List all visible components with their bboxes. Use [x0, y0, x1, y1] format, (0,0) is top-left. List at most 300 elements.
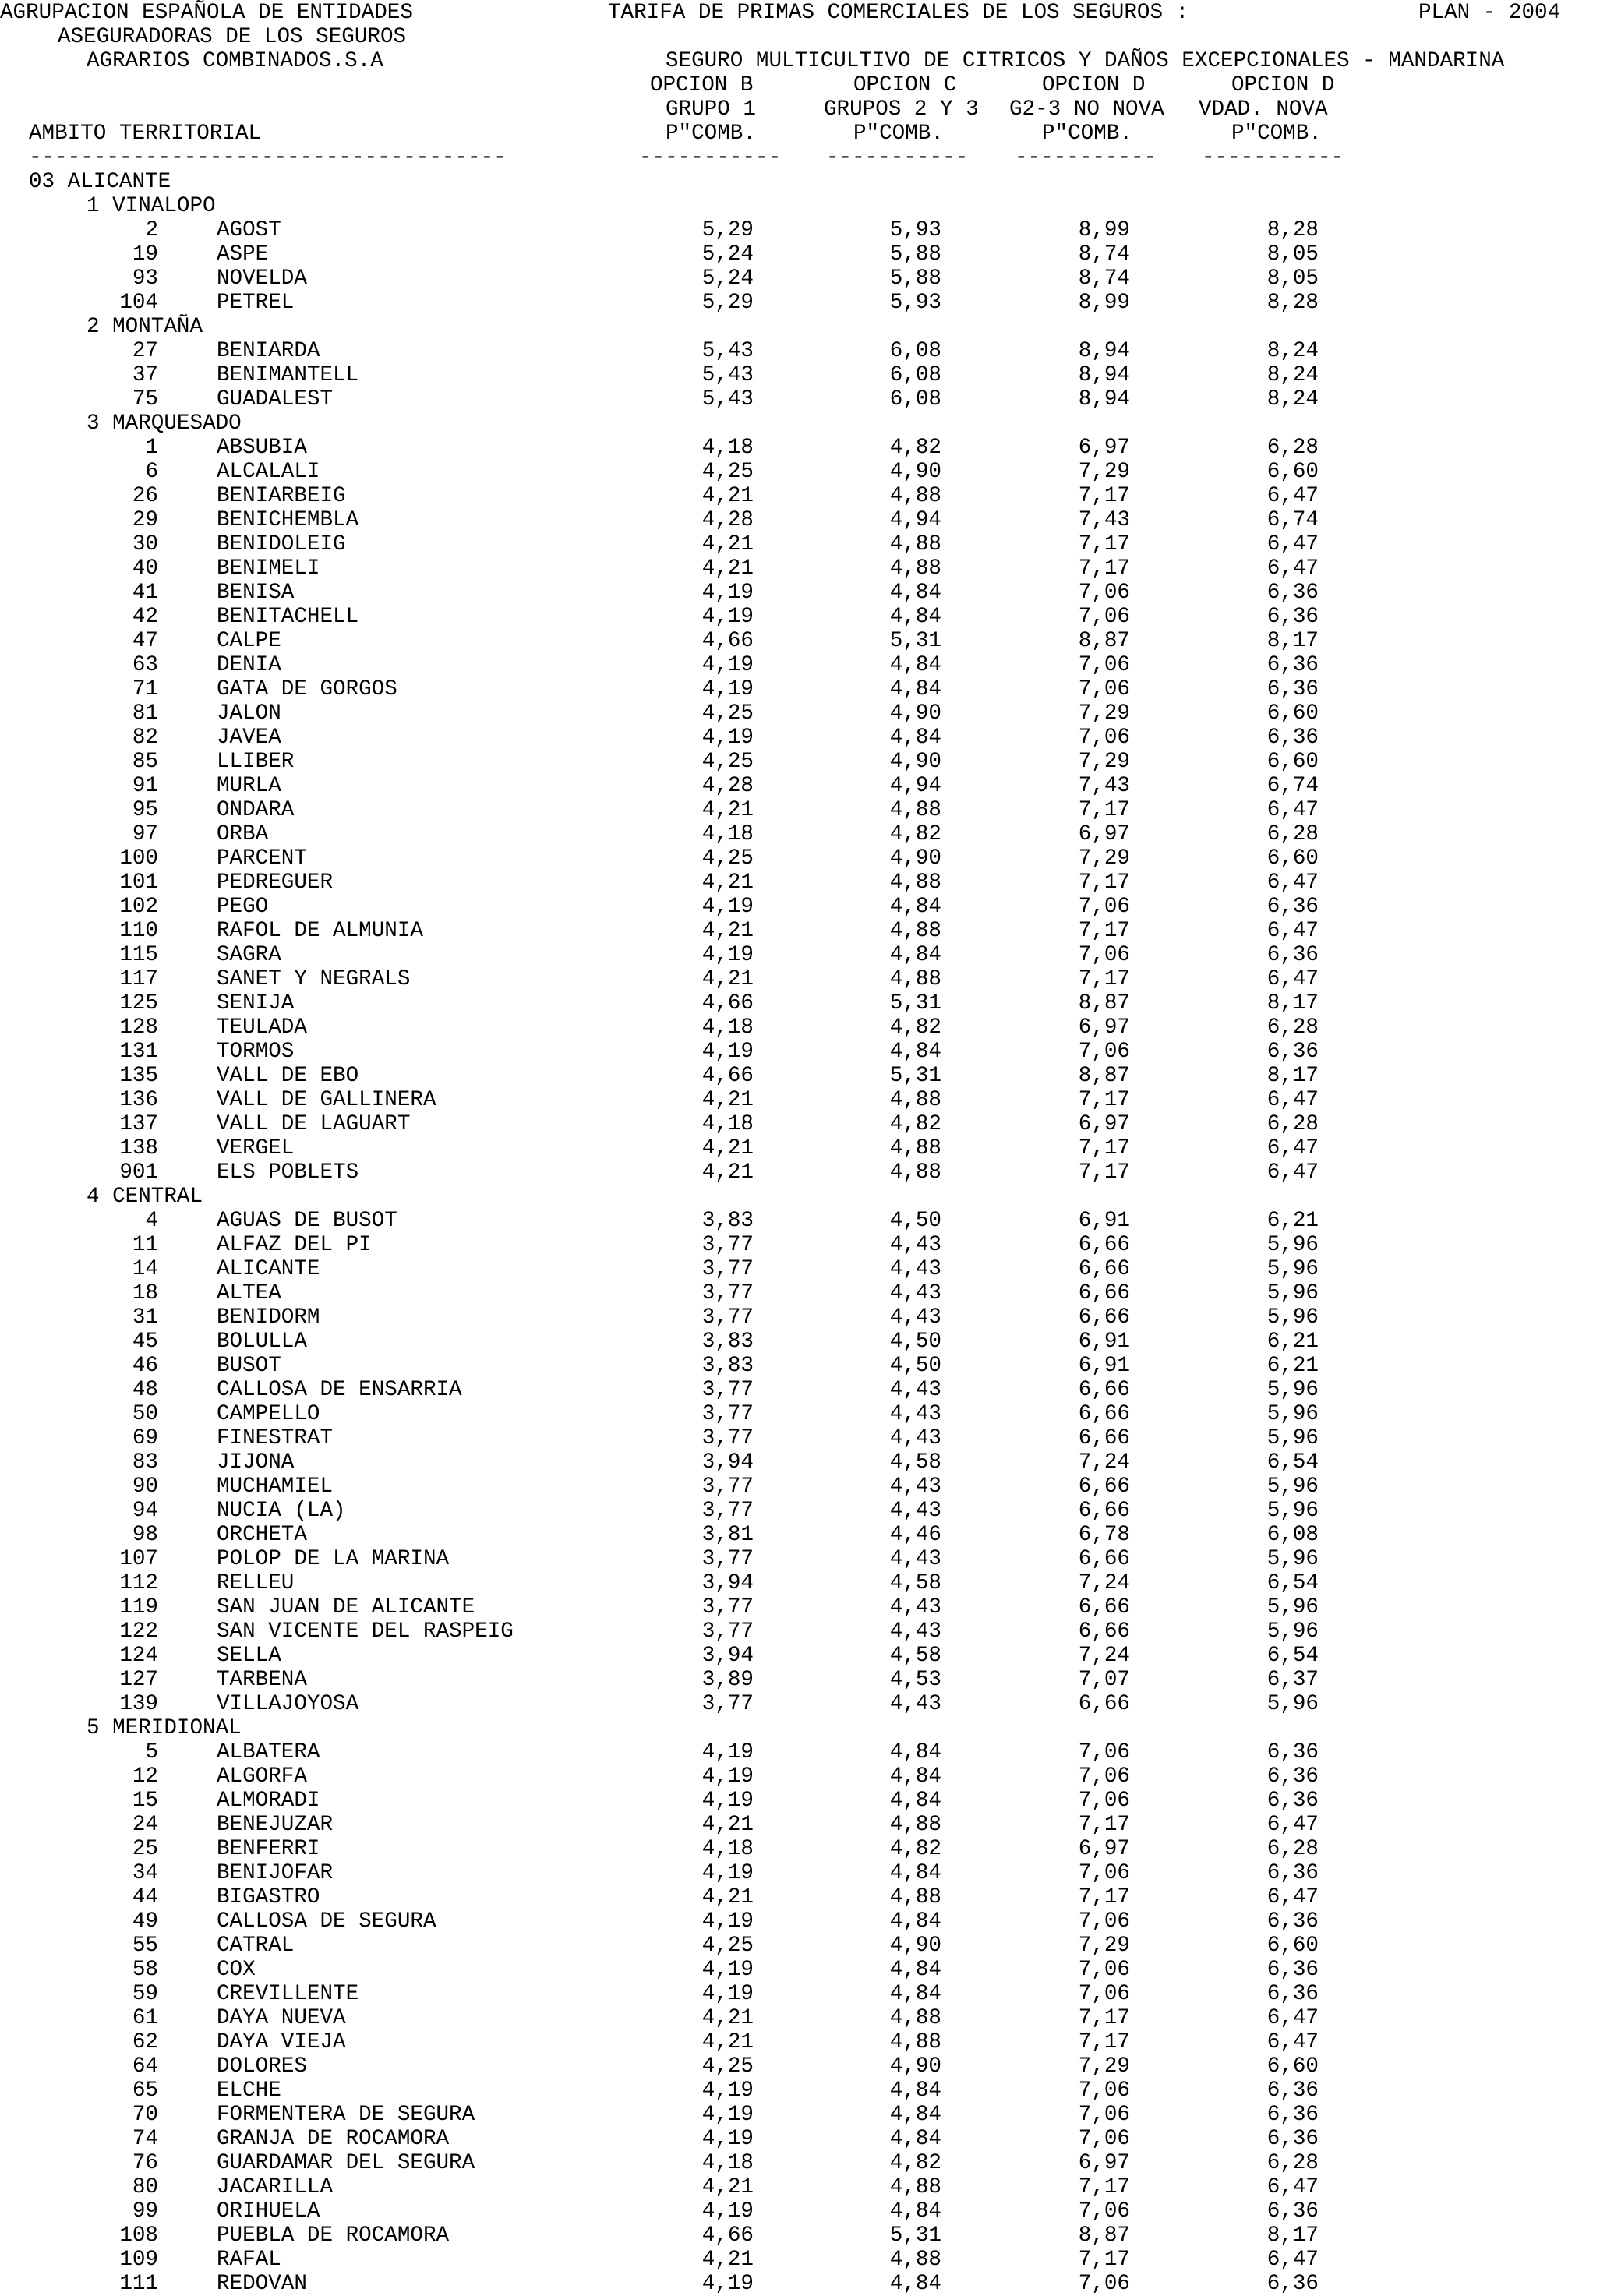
- premium-option-d-nova: 6,36: [1266, 653, 1319, 677]
- plan-label: PLAN - 2004: [1418, 1, 1561, 25]
- municipality-name: RAFOL DE ALMUNIA: [217, 919, 423, 943]
- premium-option-d-no-nova: 7,29: [1078, 1934, 1130, 1958]
- premium-option-b: 3,77: [701, 1499, 754, 1523]
- premium-option-d-nova: 6,36: [1266, 1909, 1319, 1934]
- municipality-code: 119: [119, 1595, 158, 1620]
- premium-option-d-no-nova: 7,29: [1078, 750, 1130, 774]
- table-row: [0, 2199, 1607, 2224]
- table-row: [0, 1668, 1607, 1692]
- premium-option-d-nova: 6,47: [1266, 532, 1319, 556]
- premium-option-d-no-nova: 7,17: [1078, 556, 1130, 581]
- table-row: [0, 2151, 1607, 2175]
- premium-option-c: 4,82: [889, 436, 941, 460]
- premium-option-d-nova: 6,36: [1266, 2199, 1319, 2224]
- premium-option-d-no-nova: 7,06: [1078, 2127, 1130, 2151]
- premium-option-c: 4,88: [889, 1088, 941, 1112]
- table-row: [0, 2127, 1607, 2151]
- municipality-code: 6: [145, 460, 158, 484]
- municipality-code: 74: [132, 2127, 158, 2151]
- premium-option-b: 3,77: [701, 1595, 754, 1620]
- table-row: [0, 919, 1607, 943]
- premium-option-d-no-nova: 7,43: [1078, 774, 1130, 798]
- premium-option-d-nova: 5,96: [1266, 1426, 1319, 1450]
- premium-option-d-no-nova: 6,66: [1078, 1402, 1130, 1426]
- premium-option-d-nova: 6,37: [1266, 1668, 1319, 1692]
- premium-option-d-no-nova: 6,97: [1078, 1837, 1130, 1861]
- comarca-label: 3 MARQUESADO: [87, 412, 242, 436]
- premium-option-b: 4,25: [701, 2054, 754, 2079]
- table-row: [0, 1934, 1607, 1958]
- premium-option-c: 4,43: [889, 1692, 941, 1716]
- municipality-code: 15: [132, 1789, 158, 1813]
- premium-option-d-no-nova: 7,17: [1078, 484, 1130, 508]
- municipality-name: ALBATERA: [217, 1740, 320, 1764]
- municipality-code: 34: [132, 1861, 158, 1885]
- column-header-line-1: [0, 73, 1607, 97]
- municipality-code: 95: [132, 798, 158, 822]
- premium-option-b: 3,83: [701, 1209, 754, 1233]
- premium-option-d-nova: 5,96: [1266, 1620, 1319, 1644]
- table-row: [0, 1523, 1607, 1547]
- premium-option-c: 5,31: [889, 1064, 941, 1088]
- premium-option-d-no-nova: 7,17: [1078, 967, 1130, 991]
- premium-option-d-no-nova: 6,97: [1078, 1112, 1130, 1136]
- premium-option-d-no-nova: 7,17: [1078, 532, 1130, 556]
- premium-option-d-nova: 8,17: [1266, 629, 1319, 653]
- municipality-code: 901: [119, 1160, 158, 1185]
- premium-option-b: 4,28: [701, 774, 754, 798]
- col-d1-heading: OPCION D: [1042, 73, 1146, 97]
- premium-option-d-nova: 6,28: [1266, 1016, 1319, 1040]
- municipality-code: 48: [132, 1378, 158, 1402]
- table-row: [0, 846, 1607, 871]
- table-row: [0, 1257, 1607, 1281]
- premium-option-b: 4,19: [701, 2199, 754, 2224]
- premium-option-c: 4,88: [889, 871, 941, 895]
- municipality-name: BENIMELI: [217, 556, 320, 581]
- table-row: [0, 1402, 1607, 1426]
- premium-option-d-nova: 6,47: [1266, 2006, 1319, 2030]
- municipality-code: 42: [132, 605, 158, 629]
- premium-option-d-no-nova: 7,06: [1078, 677, 1130, 701]
- premium-option-d-nova: 6,47: [1266, 1136, 1319, 1160]
- table-row: [0, 1450, 1607, 1475]
- table-row: [0, 1112, 1607, 1136]
- premium-option-d-nova: 6,54: [1266, 1571, 1319, 1595]
- municipality-name: NOVELDA: [217, 267, 307, 291]
- municipality-name: SAN VICENTE DEL RASPEIG: [217, 1620, 514, 1644]
- column-header-line-2: [0, 97, 1607, 122]
- table-row: [0, 2175, 1607, 2199]
- premium-option-d-no-nova: 7,06: [1078, 1982, 1130, 2006]
- municipality-code: 71: [132, 677, 158, 701]
- municipality-name: ASPE: [217, 242, 269, 267]
- premium-option-d-no-nova: 7,06: [1078, 1861, 1130, 1885]
- premium-option-d-nova: 6,54: [1266, 1644, 1319, 1668]
- premium-option-b: 4,19: [701, 2127, 754, 2151]
- municipality-name: BUSOT: [217, 1354, 281, 1378]
- premium-option-d-nova: 6,47: [1266, 967, 1319, 991]
- table-row: [0, 2030, 1607, 2054]
- table-row: [0, 653, 1607, 677]
- municipality-name: PEGO: [217, 895, 269, 919]
- table-row: [0, 1764, 1607, 1789]
- premium-option-d-nova: 6,36: [1266, 2103, 1319, 2127]
- premium-option-d-nova: 5,96: [1266, 1233, 1319, 1257]
- premium-option-c: 4,90: [889, 846, 941, 871]
- municipality-name: BENIARDA: [217, 339, 320, 363]
- premium-option-c: 4,84: [889, 2272, 941, 2296]
- premium-option-b: 3,94: [701, 1571, 754, 1595]
- premium-option-b: 4,19: [701, 895, 754, 919]
- table-row: [0, 1692, 1607, 1716]
- municipality-name: POLOP DE LA MARINA: [217, 1547, 450, 1571]
- premium-option-b: 4,19: [701, 943, 754, 967]
- premium-option-d-nova: 6,47: [1266, 2248, 1319, 2272]
- premium-option-d-no-nova: 7,06: [1078, 1740, 1130, 1764]
- premium-option-d-no-nova: 6,66: [1078, 1620, 1130, 1644]
- premium-option-b: 4,18: [701, 1112, 754, 1136]
- municipality-name: SELLA: [217, 1644, 281, 1668]
- municipality-name: TARBENA: [217, 1668, 307, 1692]
- municipality-name: DOLORES: [217, 2054, 307, 2079]
- municipality-name: BENIDOLEIG: [217, 532, 346, 556]
- table-row: [0, 2006, 1607, 2030]
- premium-option-c: 4,43: [889, 1305, 941, 1330]
- municipality-name: PETREL: [217, 291, 295, 315]
- premium-option-b: 3,77: [701, 1620, 754, 1644]
- municipality-code: 24: [132, 1813, 158, 1837]
- municipality-name: CATRAL: [217, 1934, 295, 1958]
- premium-option-c: 5,88: [889, 242, 941, 267]
- premium-option-c: 4,82: [889, 1016, 941, 1040]
- municipality-name: ALGORFA: [217, 1764, 307, 1789]
- premium-option-c: 4,84: [889, 1740, 941, 1764]
- premium-option-d-no-nova: 8,94: [1078, 363, 1130, 387]
- municipality-code: 117: [119, 967, 158, 991]
- premium-option-b: 4,19: [701, 1740, 754, 1764]
- premium-option-c: 6,08: [889, 339, 941, 363]
- premium-option-d-no-nova: 7,17: [1078, 2030, 1130, 2054]
- premium-option-c: 4,94: [889, 508, 941, 532]
- table-row: [0, 1354, 1607, 1378]
- premium-option-b: 4,21: [701, 2248, 754, 2272]
- premium-option-c: 4,43: [889, 1257, 941, 1281]
- table-row: [0, 1620, 1607, 1644]
- municipality-code: 26: [132, 484, 158, 508]
- municipality-code: 109: [119, 2248, 158, 2272]
- municipality-name: ALCALALI: [217, 460, 320, 484]
- premium-option-d-nova: 6,28: [1266, 436, 1319, 460]
- municipality-code: 44: [132, 1885, 158, 1909]
- municipality-code: 19: [132, 242, 158, 267]
- premium-option-d-nova: 6,60: [1266, 846, 1319, 871]
- premium-option-b: 4,66: [701, 991, 754, 1016]
- premium-option-d-nova: 5,96: [1266, 1378, 1319, 1402]
- premium-option-d-nova: 8,28: [1266, 291, 1319, 315]
- premium-option-d-no-nova: 7,17: [1078, 798, 1130, 822]
- premium-option-d-no-nova: 6,97: [1078, 1016, 1130, 1040]
- municipality-code: 128: [119, 1016, 158, 1040]
- premium-option-d-no-nova: 6,66: [1078, 1595, 1130, 1620]
- premium-option-c: 5,31: [889, 629, 941, 653]
- table-row: [0, 1136, 1607, 1160]
- premium-option-b: 3,89: [701, 1668, 754, 1692]
- table-row: [0, 1571, 1607, 1595]
- premium-option-d-no-nova: 8,94: [1078, 387, 1130, 412]
- premium-option-d-no-nova: 6,66: [1078, 1281, 1130, 1305]
- premium-option-d-no-nova: 6,91: [1078, 1354, 1130, 1378]
- table-row: [0, 1837, 1607, 1861]
- municipality-code: 4: [145, 1209, 158, 1233]
- premium-option-b: 4,21: [701, 871, 754, 895]
- premium-option-b: 4,25: [701, 460, 754, 484]
- table-row: [0, 1209, 1607, 1233]
- premium-option-c: 4,88: [889, 556, 941, 581]
- premium-option-c: 4,84: [889, 1764, 941, 1789]
- table-row: [0, 532, 1607, 556]
- premium-option-b: 5,29: [701, 218, 754, 242]
- premium-option-d-no-nova: 7,06: [1078, 1909, 1130, 1934]
- premium-option-d-no-nova: 7,06: [1078, 1764, 1130, 1789]
- premium-option-d-nova: 6,36: [1266, 2127, 1319, 2151]
- premium-option-c: 4,84: [889, 1789, 941, 1813]
- table-row: [0, 1789, 1607, 1813]
- premium-option-d-nova: 8,17: [1266, 1064, 1319, 1088]
- table-row: [0, 2224, 1607, 2248]
- premium-option-b: 4,21: [701, 1088, 754, 1112]
- premium-option-c: 4,88: [889, 919, 941, 943]
- premium-option-c: 4,90: [889, 701, 941, 726]
- premium-option-d-nova: 6,47: [1266, 1088, 1319, 1112]
- premium-option-c: 4,88: [889, 1885, 941, 1909]
- municipality-code: 138: [119, 1136, 158, 1160]
- premium-option-c: 4,88: [889, 798, 941, 822]
- premium-option-b: 4,19: [701, 1958, 754, 1982]
- municipality-name: BENIJOFAR: [217, 1861, 334, 1885]
- municipality-code: 29: [132, 508, 158, 532]
- table-row: [0, 967, 1607, 991]
- municipality-name: GUADALEST: [217, 387, 334, 412]
- premium-option-d-no-nova: 6,97: [1078, 436, 1130, 460]
- premium-option-c: 4,90: [889, 460, 941, 484]
- table-row: [0, 363, 1607, 387]
- premium-option-b: 4,19: [701, 677, 754, 701]
- table-row: [0, 1016, 1607, 1040]
- table-row: [0, 1281, 1607, 1305]
- municipality-name: ALMORADI: [217, 1789, 320, 1813]
- municipality-code: 18: [132, 1281, 158, 1305]
- premium-option-b: 4,28: [701, 508, 754, 532]
- table-row: [0, 2079, 1607, 2103]
- municipality-code: 80: [132, 2175, 158, 2199]
- premium-option-c: 4,88: [889, 1136, 941, 1160]
- municipality-code: 76: [132, 2151, 158, 2175]
- premium-option-d-nova: 6,47: [1266, 2175, 1319, 2199]
- municipality-code: 85: [132, 750, 158, 774]
- premium-option-b: 4,25: [701, 701, 754, 726]
- table-row: [0, 1088, 1607, 1112]
- premium-option-d-no-nova: 7,17: [1078, 1088, 1130, 1112]
- table-row: [0, 677, 1607, 701]
- table-row: [0, 1160, 1607, 1185]
- premium-option-d-nova: 8,17: [1266, 2224, 1319, 2248]
- table-row: [0, 1378, 1607, 1402]
- table-row: [0, 218, 1607, 242]
- table-row: [0, 1644, 1607, 1668]
- municipality-name: NUCIA (LA): [217, 1499, 346, 1523]
- premium-option-b: 3,83: [701, 1330, 754, 1354]
- premium-option-c: 4,82: [889, 822, 941, 846]
- premium-option-d-no-nova: 6,91: [1078, 1330, 1130, 1354]
- premium-option-b: 4,19: [701, 653, 754, 677]
- col-c-group: GRUPOS 2 Y 3: [824, 97, 979, 122]
- premium-option-b: 3,77: [701, 1281, 754, 1305]
- municipality-code: 101: [119, 871, 158, 895]
- premium-option-d-no-nova: 8,74: [1078, 267, 1130, 291]
- premium-option-d-nova: 6,60: [1266, 460, 1319, 484]
- column-header-line-3: [0, 122, 1607, 146]
- premium-option-b: 4,21: [701, 1885, 754, 1909]
- premium-option-b: 5,29: [701, 291, 754, 315]
- premium-option-d-nova: 6,60: [1266, 750, 1319, 774]
- municipality-code: 40: [132, 556, 158, 581]
- premium-option-b: 4,25: [701, 846, 754, 871]
- premium-option-c: 4,84: [889, 2199, 941, 2224]
- premium-option-d-nova: 6,36: [1266, 677, 1319, 701]
- municipality-name: FORMENTERA DE SEGURA: [217, 2103, 475, 2127]
- premium-option-c: 4,43: [889, 1378, 941, 1402]
- header-line-3: [0, 49, 1607, 73]
- table-row: [0, 895, 1607, 919]
- premium-option-c: 4,88: [889, 1160, 941, 1185]
- premium-option-c: 4,84: [889, 943, 941, 967]
- premium-option-c: 4,88: [889, 2175, 941, 2199]
- premium-option-b: 3,77: [701, 1547, 754, 1571]
- premium-option-c: 4,46: [889, 1523, 941, 1547]
- municipality-code: 102: [119, 895, 158, 919]
- col-c-heading: OPCION C: [853, 73, 957, 97]
- municipality-name: DAYA NUEVA: [217, 2006, 346, 2030]
- col-d1-unit: P"COMB.: [1042, 122, 1132, 146]
- municipality-code: 46: [132, 1354, 158, 1378]
- premium-option-d-no-nova: 7,06: [1078, 1789, 1130, 1813]
- municipality-code: 135: [119, 1064, 158, 1088]
- municipality-name: RAFAL: [217, 2248, 281, 2272]
- municipality-code: 131: [119, 1040, 158, 1064]
- premium-option-b: 4,25: [701, 1934, 754, 1958]
- premium-option-b: 5,43: [701, 339, 754, 363]
- table-row: [0, 750, 1607, 774]
- table-row: [0, 943, 1607, 967]
- premium-option-d-no-nova: 8,87: [1078, 2224, 1130, 2248]
- comarca-row: [0, 412, 1607, 436]
- col-b-group: GRUPO 1: [666, 97, 756, 122]
- premium-option-c: 4,94: [889, 774, 941, 798]
- table-row: [0, 291, 1607, 315]
- municipality-name: CALLOSA DE SEGURA: [217, 1909, 436, 1934]
- premium-option-d-nova: 6,36: [1266, 1740, 1319, 1764]
- premium-option-c: 4,84: [889, 2127, 941, 2151]
- premium-option-d-no-nova: 6,97: [1078, 822, 1130, 846]
- premium-option-c: 5,88: [889, 267, 941, 291]
- municipality-code: 65: [132, 2079, 158, 2103]
- premium-option-b: 4,19: [701, 726, 754, 750]
- premium-option-c: 4,84: [889, 605, 941, 629]
- table-row: [0, 1233, 1607, 1257]
- premium-option-b: 4,19: [701, 605, 754, 629]
- table-row: [0, 726, 1607, 750]
- municipality-name: SENIJA: [217, 991, 295, 1016]
- col-d2-group: VDAD. NOVA: [1199, 97, 1328, 122]
- premium-option-c: 4,88: [889, 2006, 941, 2030]
- premium-option-c: 4,84: [889, 895, 941, 919]
- premium-option-d-nova: 6,36: [1266, 605, 1319, 629]
- municipality-name: VALL DE LAGUART: [217, 1112, 411, 1136]
- premium-option-c: 4,58: [889, 1644, 941, 1668]
- premium-option-d-nova: 8,24: [1266, 339, 1319, 363]
- table-row: [0, 1305, 1607, 1330]
- premium-option-d-nova: 5,96: [1266, 1475, 1319, 1499]
- municipality-code: 75: [132, 387, 158, 412]
- table-row: [0, 339, 1607, 363]
- municipality-code: 59: [132, 1982, 158, 2006]
- premium-option-c: 4,43: [889, 1620, 941, 1644]
- municipality-code: 91: [132, 774, 158, 798]
- table-row: [0, 2054, 1607, 2079]
- col-c-unit: P"COMB.: [853, 122, 944, 146]
- table-row: [0, 1813, 1607, 1837]
- premium-option-d-no-nova: 6,97: [1078, 2151, 1130, 2175]
- premium-option-d-no-nova: 6,78: [1078, 1523, 1130, 1547]
- premium-option-c: 4,84: [889, 1909, 941, 1934]
- table-row: [0, 871, 1607, 895]
- premium-option-b: 4,25: [701, 750, 754, 774]
- premium-option-d-nova: 6,28: [1266, 2151, 1319, 2175]
- premium-option-b: 4,21: [701, 798, 754, 822]
- premium-option-c: 4,84: [889, 1958, 941, 1982]
- table-row: [0, 581, 1607, 605]
- municipality-name: RELLEU: [217, 1571, 295, 1595]
- premium-option-d-nova: 6,21: [1266, 1209, 1319, 1233]
- premium-option-c: 4,88: [889, 1813, 941, 1837]
- municipality-name: GRANJA DE ROCAMORA: [217, 2127, 450, 2151]
- premium-option-d-nova: 5,96: [1266, 1547, 1319, 1571]
- premium-option-b: 5,43: [701, 363, 754, 387]
- premium-option-d-nova: 8,17: [1266, 991, 1319, 1016]
- premium-option-d-nova: 6,60: [1266, 701, 1319, 726]
- municipality-code: 125: [119, 991, 158, 1016]
- municipality-code: 69: [132, 1426, 158, 1450]
- premium-option-c: 4,58: [889, 1450, 941, 1475]
- premium-option-d-nova: 8,05: [1266, 242, 1319, 267]
- premium-option-d-nova: 6,47: [1266, 1160, 1319, 1185]
- premium-option-c: 4,90: [889, 2054, 941, 2079]
- municipality-code: 61: [132, 2006, 158, 2030]
- premium-option-d-nova: 6,28: [1266, 1112, 1319, 1136]
- premium-option-c: 4,84: [889, 1982, 941, 2006]
- municipality-name: CALPE: [217, 629, 281, 653]
- premium-option-d-nova: 6,36: [1266, 1958, 1319, 1982]
- comarca-label: 1 VINALOPO: [87, 194, 216, 218]
- premium-option-d-nova: 6,47: [1266, 919, 1319, 943]
- municipality-code: 94: [132, 1499, 158, 1523]
- premium-option-d-nova: 6,36: [1266, 1982, 1319, 2006]
- premium-option-d-nova: 6,74: [1266, 774, 1319, 798]
- premium-option-d-no-nova: 6,66: [1078, 1547, 1130, 1571]
- premium-option-d-nova: 6,60: [1266, 2054, 1319, 2079]
- org-name-line-2: ASEGURADORAS DE LOS SEGUROS: [58, 25, 407, 49]
